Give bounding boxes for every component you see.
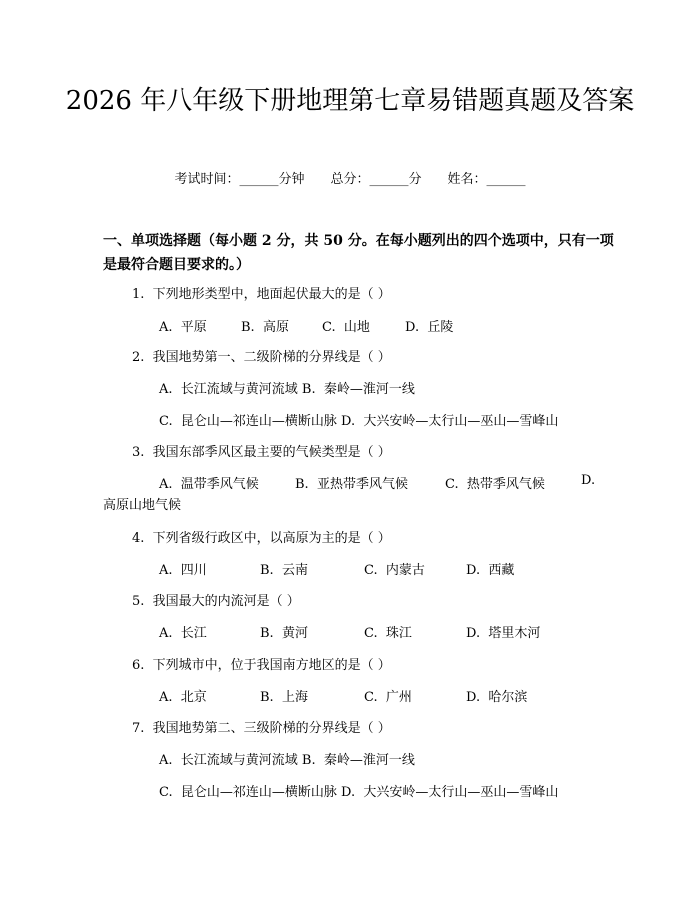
question-4-stem: 4. 下列省级行政区中，以高原为主的是（ ） [132,531,391,546]
question-1-option-a: A. 平原 [159,320,207,335]
question-3-option-a: A. 温带季风气候 [159,477,259,492]
section-heading-single-choice: 一、单项选择题（每小题 2 分，共 50 分。在每小题列出的四个选项中，只有一项是最符合题目要求的。） [103,233,614,273]
question-1-option-d: D. 丘陵 [405,320,454,335]
question-7-options-line-1: A. 长江流域与黄河流域 B. 秦岭—淮河一线 [159,753,415,768]
question-6-option-b: B. 上海 [260,690,308,705]
question-4-option-c: C. 内蒙古 [364,563,425,578]
question-4-option-d: D. 西藏 [466,563,515,578]
exam-info-line: 考试时间：______分钟 总分：______分 姓名：______ [174,172,526,187]
question-4-option-a: A. 四川 [159,563,207,578]
question-3-stem: 3. 我国东部季风区最主要的气候类型是（ ） [132,445,391,460]
page-title: 2026 年八年级下册地理第七章易错题真题及答案 [65,86,635,116]
question-6-stem: 6. 下列城市中，位于我国南方地区的是（ ） [132,658,391,673]
question-3-option-d-label: D. [581,473,596,488]
question-1-option-b: B. 高原 [241,320,289,335]
question-1-option-c: C. 山地 [322,320,370,335]
question-5-option-c: C. 珠江 [364,626,412,641]
question-1-stem: 1. 下列地形类型中，地面起伏最大的是（ ） [132,287,391,302]
question-4-option-b: B. 云南 [260,563,308,578]
question-6-option-d: D. 哈尔滨 [466,690,528,705]
question-3-option-b: B. 亚热带季风气候 [295,477,408,492]
question-5-option-b: B. 黄河 [260,626,308,641]
question-2-options-line-1: A. 长江流域与黄河流域 B. 秦岭—淮河一线 [159,382,415,397]
question-3-option-d-text: 高原山地气候 [103,498,182,513]
question-2-stem: 2. 我国地势第一、二级阶梯的分界线是（ ） [132,350,391,365]
question-7-stem: 7. 我国地势第二、三级阶梯的分界线是（ ） [132,721,391,736]
question-6-option-a: A. 北京 [159,690,207,705]
question-7-options-line-2: C. 昆仑山—祁连山—横断山脉 D. 大兴安岭—太行山—巫山—雪峰山 [159,785,559,800]
question-6-option-c: C. 广州 [364,690,412,705]
question-5-option-a: A. 长江 [159,626,207,641]
question-5-option-d: D. 塔里木河 [466,626,541,641]
question-5-stem: 5. 我国最大的内流河是（ ） [132,594,300,609]
question-3-option-c: C. 热带季风气候 [445,477,545,492]
question-2-options-line-2: C. 昆仑山—祁连山—横断山脉 D. 大兴安岭—太行山—巫山—雪峰山 [159,414,559,429]
